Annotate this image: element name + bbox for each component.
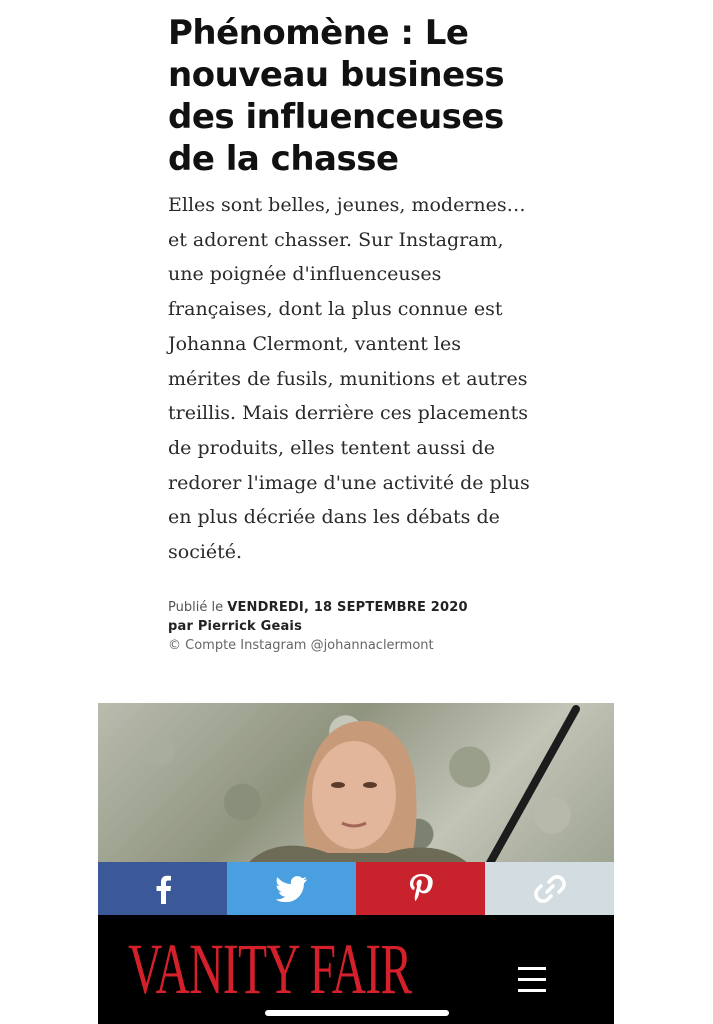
pinterest-icon xyxy=(408,873,434,905)
headline-line: Phénomène : Le xyxy=(168,13,469,53)
lede-line: mérites de fusils, munitions et autres xyxy=(168,367,528,390)
share-facebook-button[interactable] xyxy=(98,862,227,915)
hero-image xyxy=(98,703,614,863)
author-byline: par Pierrick Geais xyxy=(168,619,303,634)
publish-date-line xyxy=(168,598,548,617)
lede-line: Johanna Clermont, vantent les xyxy=(168,332,461,355)
photo-credit: © Compte Instagram @johannaclermont xyxy=(168,638,434,653)
vanity-fair-logo[interactable]: VANITY FAIR xyxy=(128,929,412,1009)
brand-footer-bar xyxy=(98,915,614,1024)
share-bar xyxy=(98,862,614,915)
headline-line: nouveau business xyxy=(168,55,505,95)
hero-photo-illustration xyxy=(98,703,614,863)
article-meta xyxy=(168,598,548,655)
lede-line: redorer l'image d'une activité de plus xyxy=(168,471,530,494)
share-pinterest-button[interactable] xyxy=(356,862,485,915)
article-header xyxy=(168,12,548,570)
facebook-icon xyxy=(153,874,173,904)
link-icon xyxy=(533,872,567,906)
lede-line: et adorent chasser. Sur Instagram, xyxy=(168,228,504,251)
lede-line: Elles sont belles, jeunes, modernes… xyxy=(168,194,526,216)
home-indicator[interactable] xyxy=(265,1010,449,1016)
share-twitter-button[interactable] xyxy=(227,862,356,915)
lede-line: société. xyxy=(168,541,243,564)
lede-line: en plus décriée dans les débats de xyxy=(168,506,500,529)
hamburger-menu-button[interactable] xyxy=(518,967,550,995)
article-headline xyxy=(168,12,548,180)
published-date: VENDREDI, 18 SEPTEMBRE 2020 xyxy=(227,600,468,615)
lede-line: françaises, dont la plus connue est xyxy=(168,298,503,321)
headline-line: de la chasse xyxy=(168,139,399,179)
lede-line: de produits, elles tentent aussi de xyxy=(168,436,495,459)
copy-link-button[interactable] xyxy=(485,862,614,915)
headline-line: des influenceuses xyxy=(168,97,504,137)
twitter-icon xyxy=(276,876,308,902)
lede-line: treillis. Mais derrière ces placements xyxy=(168,402,529,425)
published-prefix: Publié le xyxy=(168,600,224,615)
article-lede xyxy=(168,188,548,570)
lede-line: une poignée d'influenceuses xyxy=(168,263,442,286)
